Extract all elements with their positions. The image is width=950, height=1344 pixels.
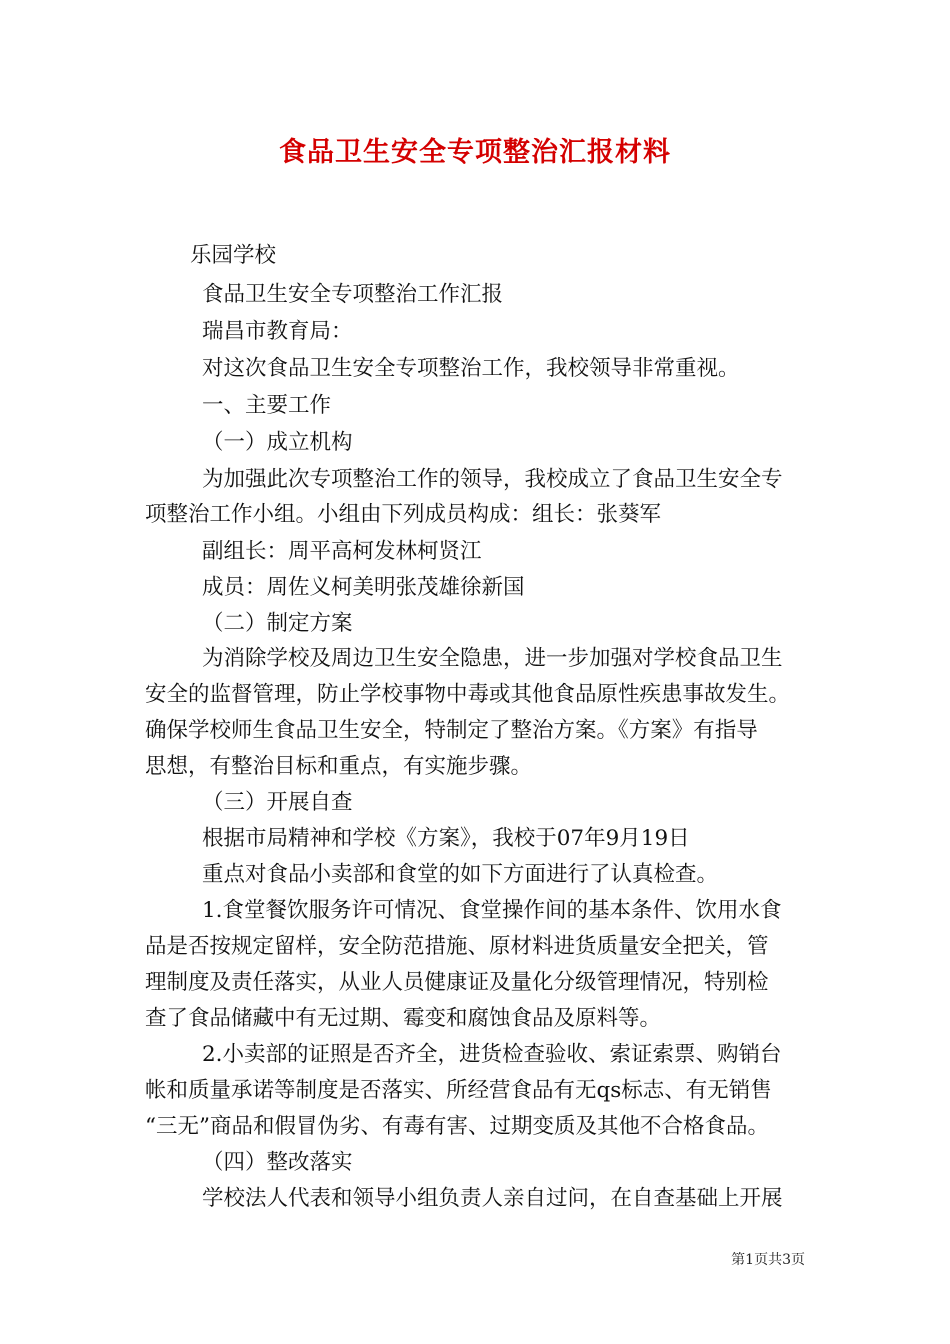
paragraph-line: 安全的监督管理，防止学校事物中毒或其他食品原性疾患事故发生。 [145, 682, 791, 707]
paragraph-line: 项整治工作小组。小组由下列成员构成：组长：张葵军 [145, 502, 662, 527]
paragraph-line: 为消除学校及周边卫生安全隐患，进一步加强对学校食品卫生 [202, 646, 783, 671]
paragraph-line: 根据市局精神和学校《方案》，我校于07年9月19日 [202, 826, 690, 851]
paragraph-line: 重点对食品小卖部和食堂的如下方面进行了认真检查。 [202, 862, 719, 887]
page-number-footer: 第1页共3页 [731, 1252, 805, 1268]
paragraph-line: 为加强此次专项整治工作的领导，我校成立了食品卫生安全专 [202, 467, 783, 492]
paragraph-line: 查了食品储藏中有无过期、霉变和腐蚀食品及原料等。 [145, 1006, 662, 1031]
paragraph-line: 1.食堂餐饮服务许可情况、食堂操作间的基本条件、饮用水食 [202, 898, 782, 923]
subsection-heading: （一）成立机构 [202, 430, 353, 455]
subsection-heading: （二）制定方案 [202, 611, 353, 636]
recipient-line: 瑞昌市教育局： [202, 319, 353, 344]
paragraph-line: 确保学校师生食品卫生安全，特制定了整治方案。《方案》有指导 [145, 718, 758, 743]
paragraph-line: 成员：周佐义柯美明张茂雄徐新国 [202, 575, 525, 600]
paragraph-line: 2.小卖部的证照是否齐全，进货检查验收、索证索票、购销台 [202, 1042, 782, 1067]
subsection-heading: （四）整改落实 [202, 1150, 353, 1175]
subsection-heading: （三）开展自查 [202, 790, 353, 815]
paragraph-line: 思想，有整治目标和重点，有实施步骤。 [145, 754, 533, 779]
paragraph-line: 帐和质量承诺等制度是否落实、所经营食品有无qs标志、有无销售 [145, 1078, 772, 1103]
paragraph-line: 对这次食品卫生安全专项整治工作，我校领导非常重视。 [202, 356, 740, 381]
paragraph-line: 理制度及责任落实，从业人员健康证及量化分级管理情况，特别检 [145, 970, 769, 995]
section-heading: 一、主要工作 [202, 393, 332, 418]
school-name: 乐园学校 [190, 243, 277, 268]
document-title: 食品卫生安全专项整治汇报材料 [279, 137, 671, 168]
paragraph-line: 学校法人代表和领导小组负责人亲自过问，在自查基础上开展 [202, 1186, 783, 1211]
paragraph-line: “三无”商品和假冒伪劣、有毒有害、过期变质及其他不合格食品。 [145, 1114, 769, 1139]
paragraph-line: 品是否按规定留样，安全防范措施、原材料进货质量安全把关，管 [145, 934, 769, 959]
paragraph-line: 副组长：周平高柯发林柯贤江 [202, 539, 482, 564]
report-subtitle: 食品卫生安全专项整治工作汇报 [202, 282, 504, 307]
